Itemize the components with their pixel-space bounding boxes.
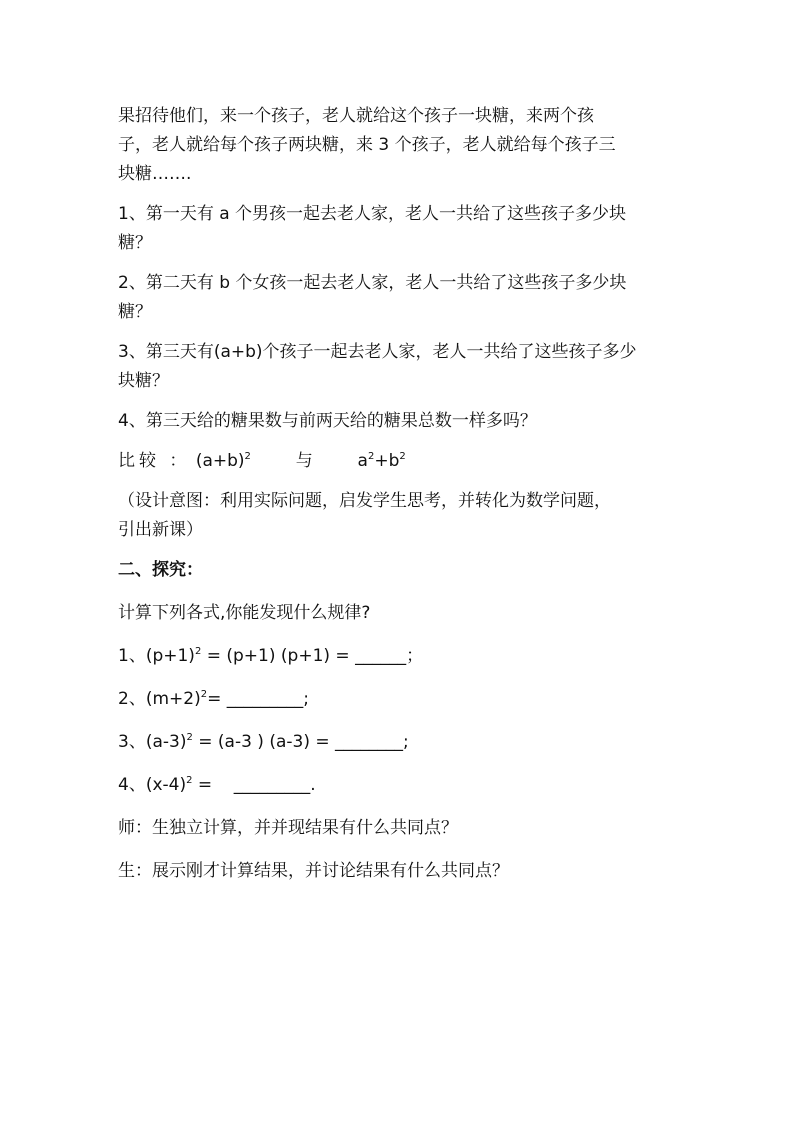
question-line: 4、第三天给的糖果数与前两天给的糖果总数一样多吗？ [118, 411, 537, 431]
question-4 [118, 407, 684, 436]
question-line: 3、第三天有(a+b)个孩子一起去老人家，老人一共给了这些孩子多少 [118, 342, 637, 362]
question-3 [118, 338, 684, 396]
design-note-line: 引出新课） [118, 520, 203, 540]
exercise-exponent: 2 [200, 689, 208, 700]
intro-paragraph [118, 102, 684, 189]
exercise-4 [118, 771, 684, 800]
exercise-rest: = _________; [207, 689, 309, 709]
exercise-base: (m+2) [145, 689, 201, 709]
question-2 [118, 269, 684, 327]
compare-right-plus-b: +b [374, 451, 400, 471]
question-line: 1、第一天有 a 个男孩一起去老人家，老人一共给了这些孩子多少块 [118, 204, 627, 224]
compare-left-exponent: 2 [244, 451, 251, 462]
exercise-exponent: 2 [186, 732, 193, 743]
intro-line: 果招待他们，来一个孩子，老人就给这个孩子一块糖，来两个孩 [118, 106, 594, 126]
exercise-rest: = _________. [192, 775, 316, 795]
exercise-prompt: 计算下列各式,你能发现什么规律? [118, 603, 371, 623]
question-line: 块糖？ [118, 371, 169, 391]
compare-label: 比较 ： [118, 451, 191, 471]
design-note [118, 487, 684, 545]
exercise-number: 1、 [118, 646, 146, 666]
section-title: 二、探究： [118, 560, 203, 580]
compare-connector: 与 [295, 451, 313, 471]
question-line: 糖？ [118, 233, 152, 253]
compare-right-a: a [357, 451, 368, 471]
exercise-exponent: 2 [186, 775, 193, 786]
teacher-line: 师：生独立计算，并并现结果有什么共同点？ [118, 818, 458, 838]
compare-left: (a+b) [195, 451, 245, 471]
exercise-number: 3、 [118, 732, 146, 752]
compare-right-b-exponent: 2 [399, 451, 406, 462]
intro-line: 块糖……. [118, 164, 192, 184]
exercise-1 [118, 642, 684, 671]
student-line: 生：展示刚才计算结果，并讨论结果有什么共同点？ [118, 861, 509, 881]
question-1 [118, 200, 684, 258]
exercise-base: (a-3) [145, 732, 187, 752]
exercise-number: 2、 [118, 689, 146, 709]
exercise-number: 4、 [118, 775, 146, 795]
exercise-base: (x-4) [145, 775, 187, 795]
exercise-exponent: 2 [194, 646, 202, 657]
exercise-2 [118, 685, 684, 714]
question-line: 糖？ [118, 302, 152, 322]
exercise-base: (p+1) [145, 646, 195, 666]
exercise-3 [118, 728, 684, 757]
compare-right-a-exponent: 2 [367, 451, 375, 462]
intro-line: 子，老人就给每个孩子两块糖，来 3 个孩子，老人就给每个孩子三 [118, 135, 616, 155]
exercise-rest: = (p+1) (p+1) = ______； [201, 646, 424, 666]
question-line: 2、第二天有 b 个女孩一起去老人家，老人一共给了这些孩子多少块 [118, 273, 627, 293]
design-note-line: （设计意图：利用实际问题，启发学生思考，并转化为数学问题， [118, 491, 611, 511]
exercise-rest: = (a-3 ) (a-3) = ________; [192, 732, 409, 752]
compare-line [118, 447, 684, 476]
